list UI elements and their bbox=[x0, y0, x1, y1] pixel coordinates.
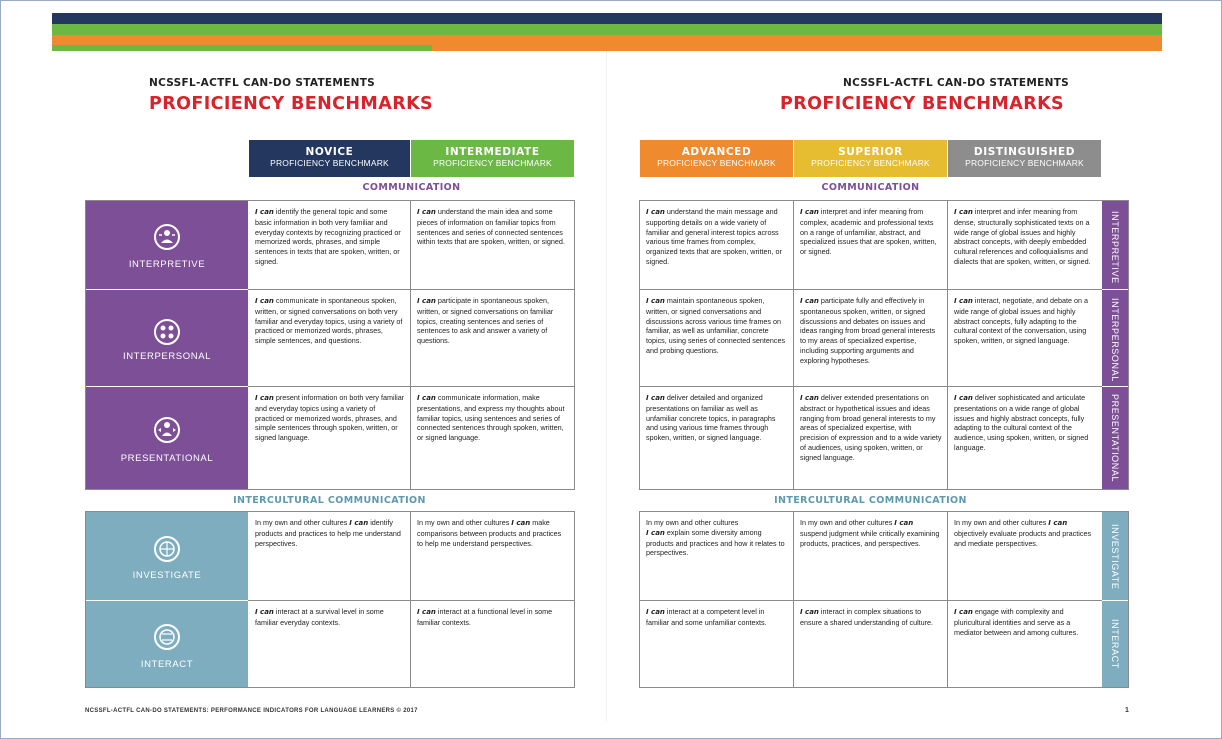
cell-pre: In my own and other cultures bbox=[646, 518, 739, 527]
level-name: SUPERIOR bbox=[838, 146, 903, 158]
left-communication-label: COMMUNICATION bbox=[362, 182, 461, 193]
globe-icon bbox=[152, 534, 182, 564]
page-gutter bbox=[606, 51, 607, 721]
cell-text: interact at a survival level in some familiar everyday contexts. bbox=[255, 607, 384, 627]
cell-pre: In my own and other cultures bbox=[417, 518, 510, 527]
i-can: I can bbox=[800, 394, 819, 402]
stripe-green bbox=[52, 24, 1162, 35]
left-page-subtitle: NCSSFL-ACTFL CAN-DO STATEMENTS bbox=[149, 77, 376, 89]
cell-text: interact, negotiate, and debate on a wide range of global issues and highly abstract concepts, fully adapting to the cultural context of the conversation, using spoken, written, or signed language. bbox=[954, 296, 1088, 346]
cell-novice-presentational bbox=[249, 387, 410, 489]
cell-text: engage with complexity and pluricultural identities and serve as a mediator between and among cultures. bbox=[954, 607, 1079, 637]
cell-text: participate in spontaneous spoken, written, or signed conversations on familiar topics, creating sentences and series of sentences to ask and answer a variety of questions. bbox=[417, 296, 554, 346]
i-can: I can bbox=[646, 394, 665, 402]
cell-text: understand the main message and supporting details on a wide variety of familiar and general interest topics across various time frames from complex, organized texts that are spoken, written, or signed. bbox=[646, 207, 782, 266]
i-can: I can bbox=[417, 608, 436, 616]
i-can: I can bbox=[954, 208, 973, 216]
cell-distinguished-interact bbox=[948, 601, 1102, 687]
page-number: 1 bbox=[1125, 707, 1130, 714]
stripe-green-2 bbox=[52, 45, 432, 51]
cell-intermediate-investigate bbox=[411, 512, 574, 600]
cell-intermediate-interpersonal bbox=[411, 290, 574, 386]
i-can: I can bbox=[800, 208, 819, 216]
cell-advanced-investigate bbox=[640, 512, 793, 600]
tab-label: INTERPRETIVE bbox=[1110, 211, 1120, 284]
i-can: I can bbox=[255, 394, 274, 402]
tab-label: INTERACT bbox=[1110, 619, 1120, 669]
cell-intermediate-interact bbox=[411, 601, 574, 687]
cell-text: explain some diversity among products and practices and how it relates to perspectives. bbox=[646, 527, 785, 558]
level-sub: PROFICIENCY BENCHMARK bbox=[270, 158, 389, 168]
tab-interpersonal bbox=[1102, 290, 1128, 386]
i-can: I can bbox=[646, 297, 665, 305]
cell-pre: In my own and other cultures bbox=[255, 518, 348, 527]
i-can: I can bbox=[646, 608, 665, 616]
cell-text: deliver detailed and organized presentations on familiar as well as unfamiliar concrete topics, in paragraphs and using various time frames through spoken, written, or signed language. bbox=[646, 393, 776, 443]
cell-advanced-interpersonal bbox=[640, 290, 793, 386]
i-can: I can bbox=[417, 297, 436, 305]
cell-text: deliver sophisticated and articulate presentations on a wide range of global issues and highly abstract concepts, fully adapting to the cultural context of the audience, using spoken, written, or signed language. bbox=[954, 393, 1089, 452]
cell-distinguished-investigate bbox=[948, 512, 1102, 600]
tab-presentational bbox=[1102, 387, 1128, 489]
level-name: INTERMEDIATE bbox=[445, 146, 540, 158]
cell-text: identify products and practices to help me understand perspectives. bbox=[255, 518, 401, 548]
i-can: I can bbox=[255, 208, 274, 216]
mode-interact bbox=[86, 601, 248, 687]
cell-text: make comparisons between products and practices to help me understand perspectives. bbox=[417, 518, 562, 548]
i-can: I can bbox=[255, 297, 274, 305]
left-page-title: PROFICIENCY BENCHMARKS bbox=[149, 94, 434, 114]
cell-text: communicate in spontaneous spoken, written, or signed conversations on both very familiar and everyday topics, using a variety of practiced or memorized words, phrases, simple sentences, and questions. bbox=[255, 296, 403, 346]
cell-text: deliver extended presentations on abstract or hypothetical issues and ideas ranging from broad general interests to my areas of specialized expertise, with precision of expression and to a wide variety of audiences, using spoken, written, or signed language. bbox=[800, 393, 942, 462]
tab-label: PRESENTATIONAL bbox=[1110, 394, 1120, 483]
tab-interpretive bbox=[1102, 201, 1128, 289]
tab-investigate bbox=[1102, 512, 1128, 600]
mode-label: INTERPRETIVE bbox=[128, 259, 206, 270]
cell-text: present information on both very familiar and everyday topics using a variety of practiced or memorized words, phrases, and simple sentences through spoken, written, or signed language. bbox=[255, 393, 405, 443]
i-can: I can bbox=[349, 519, 369, 527]
cell-text: suspend judgment while critically examining products, practices, and perspectives. bbox=[800, 528, 940, 548]
level-name: ADVANCED bbox=[681, 146, 752, 158]
cell-text: maintain spontaneous spoken, written, or signed conversations and discussions across various time frames on familiar, as well as unfamiliar, concrete topics, using series of connected sentences and probing questions. bbox=[646, 296, 786, 355]
mode-presentational bbox=[86, 387, 248, 489]
i-can: I can bbox=[417, 394, 436, 402]
cell-superior-investigate bbox=[794, 512, 947, 600]
level-name: NOVICE bbox=[305, 146, 354, 158]
level-sub: PROFICIENCY BENCHMARK bbox=[433, 158, 552, 168]
tab-label: INTERPERSONAL bbox=[1110, 298, 1120, 382]
stripe-orange-2 bbox=[432, 45, 1162, 51]
mode-interpretive bbox=[86, 201, 248, 289]
right-page-subtitle: NCSSFL-ACTFL CAN-DO STATEMENTS bbox=[843, 77, 1070, 89]
cell-superior-interpersonal bbox=[794, 290, 947, 386]
i-can: I can bbox=[954, 297, 973, 305]
stripe-navy bbox=[52, 13, 1162, 24]
cell-pre: In my own and other cultures bbox=[954, 518, 1047, 527]
level-header-advanced bbox=[640, 140, 793, 177]
i-can: I can bbox=[417, 208, 436, 216]
i-can: I can bbox=[646, 208, 665, 216]
cell-advanced-presentational bbox=[640, 387, 793, 489]
cell-text: interact in complex situations to ensure a shared understanding of culture. bbox=[800, 607, 934, 627]
cell-superior-presentational bbox=[794, 387, 947, 489]
cell-text: objectively evaluate products and practices and mediate perspectives. bbox=[954, 528, 1092, 548]
level-sub: PROFICIENCY BENCHMARK bbox=[965, 158, 1084, 168]
cell-text: participate fully and effectively in spontaneous spoken, written, or signed discussions and debates on issues and ideas ranging from broad general interests to my areas of specialized expertise, including supporting arguments and exploring hypotheses. bbox=[800, 296, 936, 365]
cell-novice-investigate bbox=[249, 512, 410, 600]
cell-pre: In my own and other cultures bbox=[800, 518, 893, 527]
cell-intermediate-interpretive bbox=[411, 201, 574, 289]
i-can: I can bbox=[954, 394, 973, 402]
cell-superior-interact bbox=[794, 601, 947, 687]
mode-label: INVESTIGATE bbox=[132, 570, 202, 581]
cell-text: interact at a functional level in some familiar contexts. bbox=[417, 607, 553, 627]
cell-advanced-interact bbox=[640, 601, 793, 687]
cell-text: identify the general topic and some basic information in both very familiar and everyday contexts by recognizing practiced or memorized words, phrases, and simple sentences in texts that are spoken, written, or signed. bbox=[255, 207, 401, 266]
level-sub: PROFICIENCY BENCHMARK bbox=[811, 158, 930, 168]
cell-text: interpret and infer meaning from complex, academic and professional texts on a range of unfamiliar, abstract, and specialized issues that are spoken, written, or signed. bbox=[800, 207, 937, 257]
cell-intermediate-presentational bbox=[411, 387, 574, 489]
cell-text: communicate information, make presentations, and express my thoughts about familiar topics, using sentences and series of connected sentences through spoken, written, or signed language. bbox=[417, 393, 565, 443]
cell-novice-interpretive bbox=[249, 201, 410, 289]
interpersonal-icon bbox=[152, 317, 182, 347]
level-header-intermediate bbox=[411, 140, 574, 177]
footer-text: NCSSFL-ACTFL CAN-DO STATEMENTS: PERFORMANCE INDICATORS FOR LANGUAGE LEARNERS © 2017 bbox=[85, 708, 418, 714]
cell-superior-interpretive bbox=[794, 201, 947, 289]
cell-novice-interpersonal bbox=[249, 290, 410, 386]
cell-text: interpret and infer meaning from dense, structurally sophisticated texts on a wide range of global issues and highly abstract concepts, with deeply embedded cultural references and colloquialisms and dialects that are spoken, written, or signed. bbox=[954, 207, 1091, 266]
i-can: I can bbox=[511, 519, 531, 527]
i-can: I can bbox=[646, 528, 665, 537]
tab-label: INVESTIGATE bbox=[1110, 524, 1120, 590]
right-communication-label: COMMUNICATION bbox=[821, 182, 920, 193]
level-name: DISTINGUISHED bbox=[973, 146, 1076, 158]
mode-label: INTERACT bbox=[140, 659, 194, 670]
presentational-icon bbox=[152, 415, 182, 445]
cell-advanced-interpretive bbox=[640, 201, 793, 289]
cell-text: interact at a competent level in familiar and some unfamiliar contexts. bbox=[646, 607, 767, 627]
cell-distinguished-interpretive bbox=[948, 201, 1102, 289]
level-header-superior bbox=[794, 140, 947, 177]
i-can: I can bbox=[255, 608, 274, 616]
mode-label: PRESENTATIONAL bbox=[120, 453, 214, 464]
interpretive-icon bbox=[152, 222, 182, 252]
level-sub: PROFICIENCY BENCHMARK bbox=[657, 158, 776, 168]
mode-interpersonal bbox=[86, 290, 248, 386]
cell-text: understand the main idea and some pieces of information on familiar topics from sentences and series of connected sentences within texts that are spoken, written, or signed. bbox=[417, 207, 565, 247]
left-intercultural-label: INTERCULTURAL COMMUNICATION bbox=[233, 495, 426, 506]
i-can: I can bbox=[954, 608, 973, 616]
i-can: I can bbox=[800, 608, 819, 616]
tab-interact bbox=[1102, 601, 1128, 687]
cell-novice-interact bbox=[249, 601, 410, 687]
level-header-novice bbox=[249, 140, 410, 177]
mode-label: INTERPERSONAL bbox=[122, 351, 212, 362]
cell-distinguished-presentational bbox=[948, 387, 1102, 489]
stripe-orange bbox=[52, 35, 1162, 45]
i-can: I can bbox=[894, 519, 914, 527]
interact-globe-icon bbox=[152, 622, 182, 652]
cell-distinguished-interpersonal bbox=[948, 290, 1102, 386]
right-intercultural-label: INTERCULTURAL COMMUNICATION bbox=[774, 495, 967, 506]
mode-investigate bbox=[86, 512, 248, 600]
i-can: I can bbox=[1048, 519, 1068, 527]
level-header-distinguished bbox=[948, 140, 1101, 177]
i-can: I can bbox=[800, 297, 819, 305]
right-page-title: PROFICIENCY BENCHMARKS bbox=[780, 94, 1065, 114]
